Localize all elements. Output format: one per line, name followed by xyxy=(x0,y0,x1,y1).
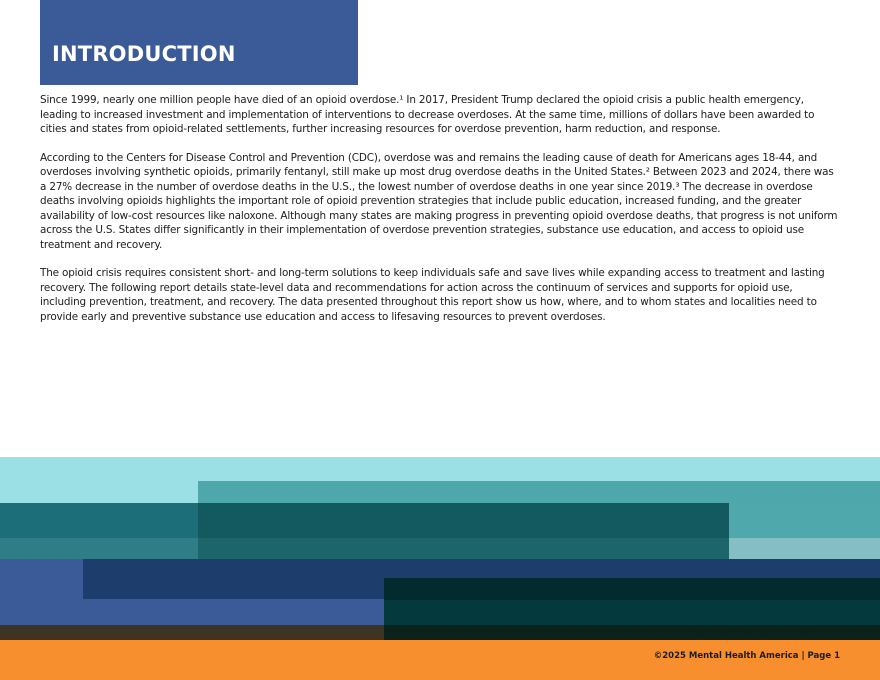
band-near-black xyxy=(384,578,880,600)
footer-bar xyxy=(0,640,880,680)
band-teal-left-2 xyxy=(0,538,198,559)
page-title: INTRODUCTION xyxy=(52,42,236,66)
band-pale-teal-right xyxy=(729,538,880,559)
band-mid-teal-right xyxy=(198,481,880,503)
section-title-box xyxy=(40,0,358,85)
band-dark-teal-center-2 xyxy=(198,538,729,559)
band-dark-teal-center xyxy=(198,503,729,538)
paragraph-2: According to the Centers for Disease Control and Prevention (CDC), overdose was and remains the leading cause of death for Americans ages 18-44, and overdoses involving synthetic opioids, primarily fentanyl, still make up most drug overdose deaths in the United States.² Between 2023 and 2024, there was a 27% decrease in the number of overdose deaths in the U.S., the lowest number of overdose deaths in one year since 2019.³ The decrease in overdose deaths involving opioids highlights the important role of opioid prevention strategies that include public education, increased funding, and the greater availability of low-cost resources like naloxone. Although many states are making progress in preventing opioid overdose deaths, that progress is not uniform across the U.S. States differ significantly in their implementation of overdose prevention strategies, substance use education, and access to opioid use treatment and recovery. xyxy=(40,151,838,251)
paragraph-1: Since 1999, nearly one million people have died of an opioid overdose.¹ In 2017, President Trump declared the opioid crisis a public health emergency, leading to increased investment and implementation of interventions to decrease overdoses. At the same time, millions of dollars have been awarded to cities and states from opioid-related settlements, further increasing resources for overdose prevention, harm reduction, and response. xyxy=(40,94,815,135)
band-brown xyxy=(0,625,384,640)
band-black-right xyxy=(384,625,880,640)
intro-body xyxy=(40,93,840,338)
band-mid-teal-right-2 xyxy=(729,503,880,538)
band-teal-left xyxy=(0,503,198,538)
paragraph-3: The opioid crisis requires consistent short- and long-term solutions to keep individuals safe and save lives while expanding access to treatment and lasting recovery. The following report details state-level data and recommendations for action across the continuum of services and supports for opioid use, including prevention, treatment, and recovery. The data presented throughout this report show us how, where, and to whom states and localities need to provide early and preventive substance use education and access to lifesaving resources to prevent overdoses. xyxy=(40,267,825,323)
footer-copyright: ©2025 Mental Health America | Page 1 xyxy=(653,651,840,661)
